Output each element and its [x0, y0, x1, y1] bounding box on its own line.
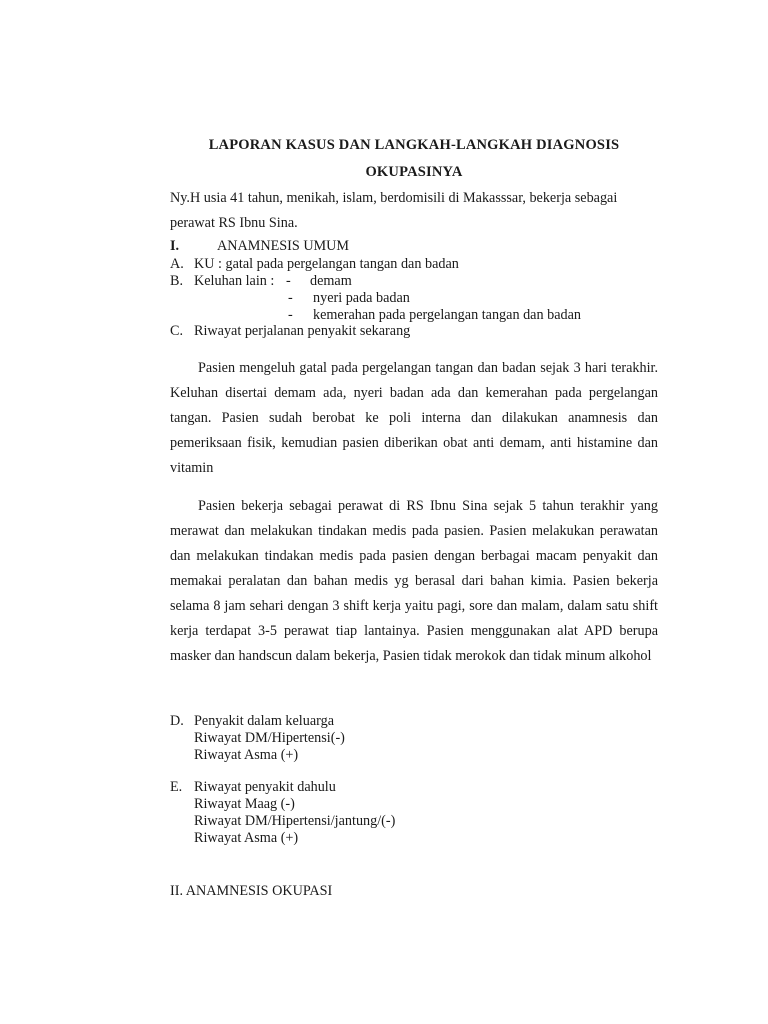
item-b-label: Keluhan lain :: [194, 273, 275, 289]
section-e-item-3: Riwayat Asma (+): [194, 830, 299, 846]
item-c-marker: C.: [170, 323, 184, 339]
section-d-item-1: Riwayat DM/Hipertensi(-): [194, 730, 345, 746]
section-e-heading: Riwayat penyakit dahulu: [194, 779, 336, 795]
keluhan-item-2: nyeri pada badan: [313, 290, 410, 306]
keluhan-item-1: demam: [310, 273, 352, 289]
history-paragraph: Pasien mengeluh gatal pada pergelangan tangan dan badan sejak 3 hari terakhir. Keluhan disertai demam ada, nyeri badan ada dan kemerahan pada pergelangan tangan. Pasien sudah berobat ke poli interna dan dilakukan anamnesis dan pemeriksaan fisik, kemudian pasien diberikan obat anti demam, anti histamine dan vitamin: [170, 360, 658, 476]
list-dash: -: [288, 290, 293, 306]
intro-paragraph: Ny.H usia 41 tahun, menikah, islam, berdomisili di Makasssar, bekerja sebagai perawat RS Ibnu Sina.: [170, 190, 618, 231]
keluhan-item-3: kemerahan pada pergelangan tangan dan badan: [313, 307, 581, 323]
item-a-marker: A.: [170, 256, 184, 272]
section-e-item-2: Riwayat DM/Hipertensi/jantung/(-): [194, 813, 396, 829]
section2-heading: II. ANAMNESIS OKUPASI: [170, 883, 333, 899]
section-e-marker: E.: [170, 779, 183, 795]
section1-heading: ANAMNESIS UMUM: [217, 238, 350, 254]
section-e-item-1: Riwayat Maag (-): [194, 796, 295, 812]
list-dash: -: [286, 273, 291, 289]
section-d-item-2: Riwayat Asma (+): [194, 747, 299, 763]
item-c-text: Riwayat perjalanan penyakit sekarang: [194, 323, 411, 339]
work-paragraph: Pasien bekerja sebagai perawat di RS Ibnu Sina sejak 5 tahun terakhir yang merawat dan melakukan tindakan medis pada pasien. Pasien melakukan perawatan dan melakukan tindakan medis pada pasien dengan berbagai macam penyakit dan memakai peralatan dan bahan medis yg berasal dari bahan kimia. Pasien bekerja selama 8 jam sehari dengan 3 shift kerja yaitu pagi, sore dan malam, dalam satu shift kerja terdapat 3-5 perawat tiap lantainya. Pasien menggunakan alat APD berupa masker dan handscun dalam bekerja, Pasien tidak merokok dan tidak minum alkohol: [170, 498, 658, 664]
document-title-line1: LAPORAN KASUS DAN LANGKAH-LANGKAH DIAGNOSIS: [208, 137, 620, 153]
item-b-marker: B.: [170, 273, 184, 289]
section-d-marker: D.: [170, 713, 184, 729]
list-dash: -: [288, 307, 293, 323]
document-title-line2: OKUPASINYA: [365, 164, 463, 180]
item-a-text: KU : gatal pada pergelangan tangan dan badan: [194, 256, 459, 272]
section1-number: I.: [170, 238, 180, 254]
section-d-heading: Penyakit dalam keluarga: [194, 713, 334, 729]
